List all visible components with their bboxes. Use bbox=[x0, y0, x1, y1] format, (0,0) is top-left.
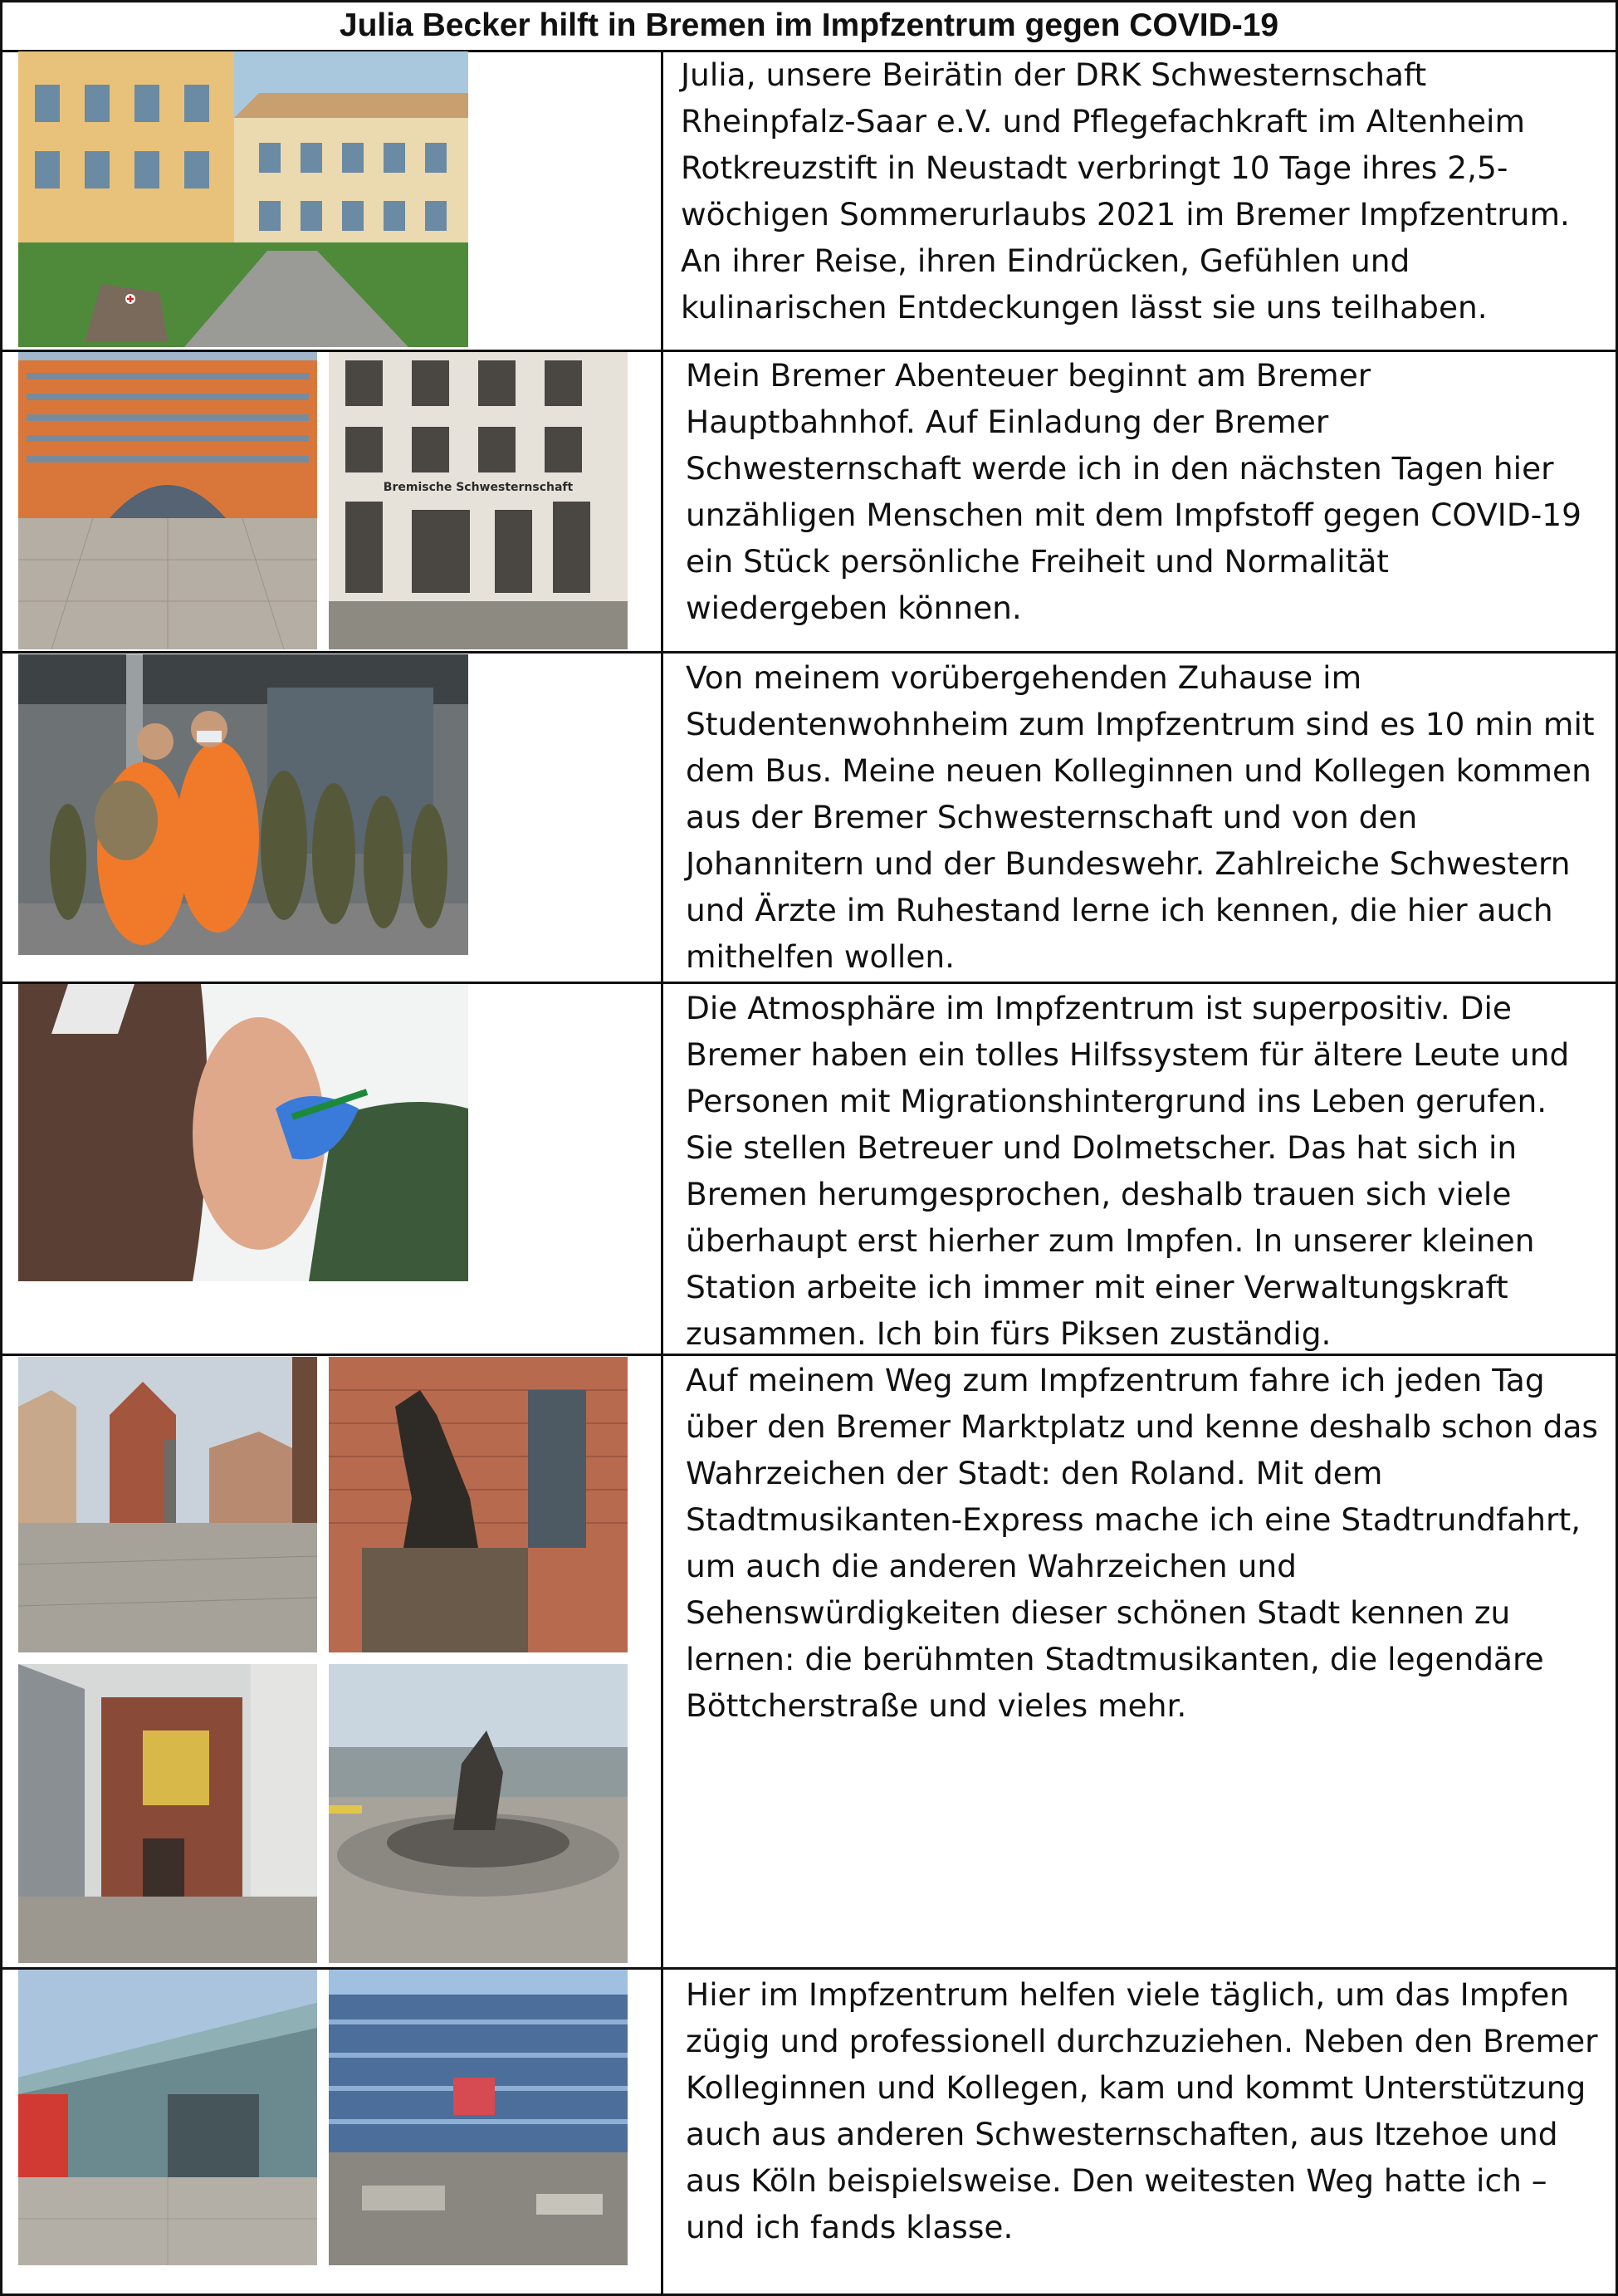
photo-boettcherstrasse bbox=[18, 1664, 317, 1963]
text-line: mithelfen wollen. bbox=[686, 938, 956, 975]
text-line: über den Bremer Marktplatz und kenne deshalb schon das bbox=[686, 1408, 1598, 1445]
row-2-text bbox=[686, 352, 1611, 631]
photo-vaccination bbox=[18, 984, 468, 1281]
column-divider bbox=[661, 50, 663, 2296]
text-line: kulinarischen Entdeckungen lässt sie uns teilhaben. bbox=[681, 289, 1488, 326]
text-line: um auch die anderen Wahrzeichen und bbox=[686, 1548, 1297, 1584]
text-line: Stadtmusikanten-Express mache ich eine Stadtrundfahrt, bbox=[686, 1501, 1581, 1538]
text-line: wöchigen Sommerurlaubs 2021 im Bremer Impfzentrum. bbox=[681, 196, 1570, 233]
text-line: Studentenwohnheim zum Impfzentrum sind es 10 min mit bbox=[686, 706, 1595, 742]
text-line: Hauptbahnhof. Auf Einladung der Bremer bbox=[686, 404, 1329, 440]
photo-rotkreuzstift-building bbox=[18, 51, 468, 347]
row-4-text bbox=[686, 985, 1611, 1357]
text-line: Johannitern und der Bundeswehr. Zahlreiche Schwestern bbox=[686, 845, 1571, 882]
row-3-text bbox=[686, 654, 1611, 980]
text-line: Die Atmosphäre im Impfzentrum ist superpositiv. Die bbox=[686, 990, 1512, 1026]
text-line: aus Köln beispielsweise. Den weitesten Weg hatte ich – bbox=[686, 2162, 1547, 2199]
text-line: Rotkreuzstift in Neustadt verbringt 10 Tage ihres 2,5- bbox=[681, 149, 1508, 186]
photo-marktplatz-roland bbox=[18, 1357, 317, 1652]
photo-fountain-square bbox=[329, 1664, 628, 1963]
text-line: aus der Bremer Schwesternschaft und von den bbox=[686, 799, 1418, 835]
text-line: Station arbeite ich immer mit einer Verwaltungskraft bbox=[686, 1269, 1508, 1305]
text-line: Sehenswürdigkeiten dieser schönen Stadt kennen zu bbox=[686, 1594, 1511, 1631]
text-line: dem Bus. Meine neuen Kolleginnen und Kollegen kommen bbox=[686, 752, 1591, 789]
text-line: Von meinem vorübergehenden Zuhause im bbox=[686, 659, 1362, 696]
photo-impfzentrum-building bbox=[329, 1970, 628, 2265]
photo-sign-text: Bremische Schwesternschaft bbox=[383, 481, 574, 494]
text-line: Wahrzeichen der Stadt: den Roland. Mit dem bbox=[686, 1455, 1383, 1491]
text-line: überhaupt erst hierher zum Impfen. In unserer kleinen bbox=[686, 1222, 1535, 1259]
text-line: Rheinpfalz-Saar e.V. und Pflegefachkraft im Altenheim bbox=[681, 103, 1526, 140]
text-line: An ihrer Reise, ihren Eindrücken, Gefühlen und bbox=[681, 242, 1410, 279]
text-line: Hier im Impfzentrum helfen viele täglich, um das Impfen bbox=[686, 1976, 1570, 2013]
text-line: Auf meinem Weg zum Impfzentrum fahre ich jeden Tag bbox=[686, 1362, 1545, 1398]
text-line: Bremer haben ein tolles Hilfssystem für ältere Leute und bbox=[686, 1036, 1570, 1073]
text-line: Sie stellen Betreuer und Dolmetscher. Das hat sich in bbox=[686, 1129, 1518, 1166]
text-line: ein Stück persönliche Freiheit und Normalität bbox=[686, 543, 1390, 580]
text-line: zügig und professionell durchzuziehen. Neben den Bremer bbox=[686, 2023, 1598, 2059]
row-1-text bbox=[681, 51, 1606, 330]
photo-impfzentrum-entrance bbox=[18, 1970, 317, 2265]
text-line: lernen: die berühmten Stadtmusikanten, die legendäre bbox=[686, 1641, 1544, 1677]
photo-hauptbahnhof bbox=[18, 352, 317, 649]
text-line: Böttcherstraße und vieles mehr. bbox=[686, 1687, 1187, 1724]
text-line: Schwesternschaft werde ich in den nächsten Tagen hier bbox=[686, 450, 1554, 487]
photo-helpers-and-soldiers bbox=[18, 654, 468, 955]
text-line: unzähligen Menschen mit dem Impfstoff gegen COVID-19 bbox=[686, 497, 1581, 533]
photo-bremische-schwesternschaft bbox=[329, 352, 628, 649]
text-line: Kolleginnen und Kollegen, kam und kommt Unterstützung bbox=[686, 2069, 1586, 2106]
text-line: wiedergeben können. bbox=[686, 590, 1022, 626]
text-line: und ich fands klasse. bbox=[686, 2209, 1014, 2245]
text-line: zusammen. Ich bin fürs Piksen zuständig. bbox=[686, 1315, 1332, 1352]
text-line: und Ärzte im Ruhestand lerne ich kennen, die hier auch bbox=[686, 892, 1553, 928]
row-5-text bbox=[686, 1357, 1611, 1729]
photo-stadtmusikanten-statue bbox=[329, 1357, 628, 1652]
text-line: auch aus anderen Schwesternschaften, aus Itzehoe und bbox=[686, 2116, 1558, 2152]
row-divider bbox=[0, 651, 1618, 654]
text-line: Personen mit Migrationshintergrund ins Leben gerufen. bbox=[686, 1083, 1547, 1119]
text-line: Bremen herumgesprochen, deshalb trauen sich viele bbox=[686, 1176, 1512, 1212]
text-line: Julia, unsere Beirätin der DRK Schwesternschaft bbox=[681, 56, 1427, 93]
row-6-text bbox=[686, 1971, 1611, 2250]
table-border-left bbox=[0, 0, 2, 2296]
text-line: Mein Bremer Abenteuer beginnt am Bremer bbox=[686, 357, 1371, 394]
page-title: Julia Becker hilft in Bremen im Impfzentrum gegen COVID-19 bbox=[339, 7, 1279, 43]
